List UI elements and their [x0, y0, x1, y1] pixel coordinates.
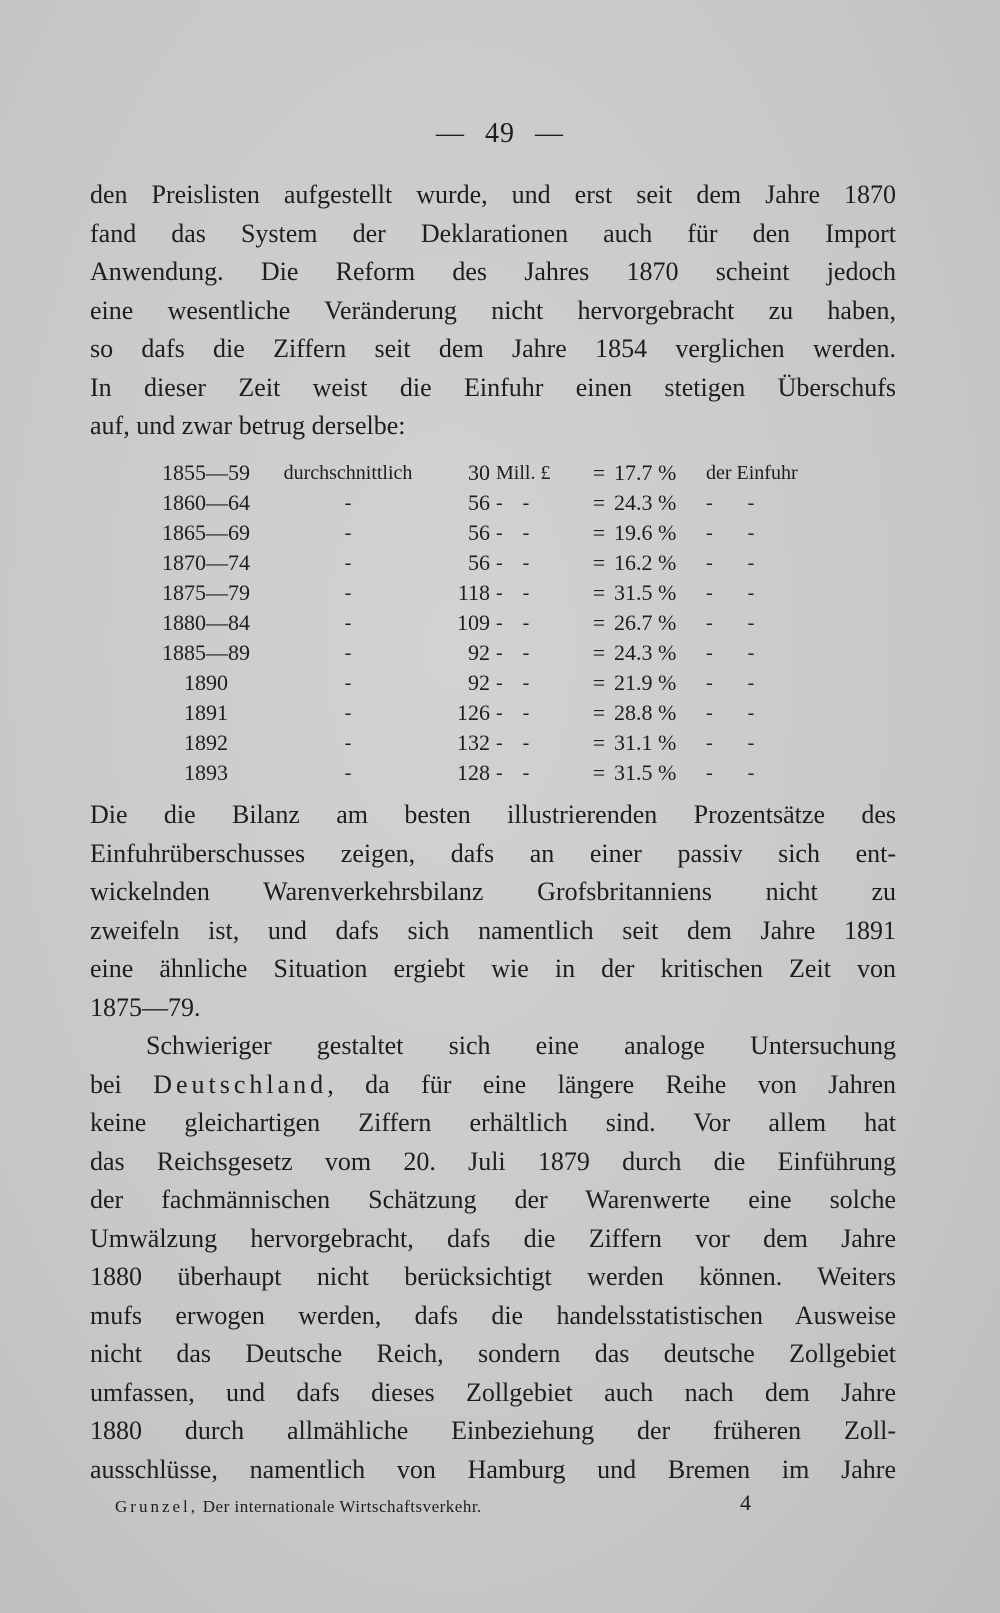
- cell-label: -: [344, 552, 352, 574]
- header-dash-left: —: [436, 118, 465, 149]
- cell-amount: 118: [457, 580, 490, 605]
- cell-label: -: [344, 672, 352, 694]
- text-line: In dieser Zeit weist die Einfuhr einen stetigen Überschufs: [90, 372, 896, 402]
- text-line: wickelnden Warenverkehrsbilanz Grofsbritanniens nicht zu: [90, 877, 896, 906]
- table-row: [162, 488, 836, 518]
- cell-label: -: [344, 762, 352, 784]
- cell-period: 1890: [184, 670, 228, 695]
- cell-pct: 31.1 %: [614, 730, 677, 755]
- cell-period: 1860—64: [162, 490, 250, 515]
- table-row: [162, 758, 836, 788]
- cell-eq: =: [592, 760, 606, 785]
- cell-amount: 30: [468, 460, 490, 485]
- cell-label: -: [344, 492, 352, 514]
- text-line: zweifeln ist, und dafs sich namentlich seit dem Jahre 1891: [90, 915, 896, 945]
- footer-title: Der internationale Wirtschaftsverkehr.: [202, 1497, 482, 1516]
- text-line: auf, und zwar betrug derselbe:: [90, 411, 406, 440]
- text-line: [90, 1066, 896, 1105]
- cell-pct: 24.3 %: [614, 490, 677, 515]
- text-line: Anwendung. Die Reform des Jahres 1870 scheint jedoch: [90, 257, 896, 286]
- cell-eq: =: [592, 580, 606, 605]
- cell-period: 1870—74: [162, 550, 250, 575]
- cell-unit: - -: [496, 582, 530, 604]
- cell-pct: 28.8 %: [614, 700, 677, 725]
- cell-period: 1880—84: [162, 610, 250, 635]
- emphasized-word: Deutschland: [153, 1069, 328, 1099]
- text-line: fand das System der Deklarationen auch für den Import: [90, 218, 896, 248]
- cell-label: -: [344, 522, 352, 544]
- header-dash-right: —: [535, 118, 564, 149]
- cell-amount: 92: [468, 670, 490, 695]
- cell-pct: 26.7 %: [614, 610, 677, 635]
- cell-unit: - -: [496, 552, 530, 574]
- cell-amount: 126: [457, 700, 490, 725]
- cell-eq: =: [592, 490, 606, 515]
- table-row: [162, 458, 836, 488]
- cell-unit: - -: [496, 762, 530, 784]
- text-line: so dafs die Ziffern seit dem Jahre 1854 verglichen werden.: [90, 334, 896, 363]
- text-line: 1880 durch allmähliche Einbeziehung der früheren Zoll-: [90, 1416, 896, 1445]
- text-fragment: , da für eine längere Reihe von Jahren: [327, 1069, 896, 1099]
- cell-unit: - -: [496, 492, 530, 514]
- cell-pct: 21.9 %: [614, 670, 677, 695]
- cell-tail: - -: [706, 582, 755, 604]
- cell-unit: - -: [496, 672, 530, 694]
- cell-tail: - -: [706, 762, 755, 784]
- sheet-signature: 4: [740, 1490, 751, 1515]
- text-line: Umwälzung hervorgebracht, dafs die Ziffern vor dem Jahre: [90, 1223, 896, 1253]
- table-row: [162, 728, 836, 758]
- cell-eq: =: [592, 670, 606, 695]
- text-line: ausschlüsse, namentlich von Hamburg und Bremen im Jahre: [90, 1454, 896, 1484]
- cell-eq: =: [592, 550, 606, 575]
- cell-label: -: [344, 582, 352, 604]
- cell-eq: =: [592, 460, 606, 485]
- text-line: 1875—79.: [90, 992, 201, 1022]
- text-line: 1880 überhaupt nicht berücksichtigt werden können. Weiters: [90, 1262, 896, 1291]
- cell-pct: 19.6 %: [614, 520, 677, 545]
- page-number: 49: [485, 118, 515, 149]
- text-line: der fachmännischen Schätzung der Warenwerte eine solche: [90, 1185, 896, 1214]
- cell-period: 1875—79: [162, 580, 250, 605]
- cell-tail: - -: [706, 672, 755, 694]
- cell-unit: - -: [496, 642, 530, 664]
- cell-label: -: [344, 642, 352, 664]
- footer-author: Grunzel,: [115, 1497, 199, 1516]
- cell-period: 1865—69: [162, 520, 250, 545]
- cell-amount: 92: [468, 640, 490, 665]
- cell-tail: - -: [706, 522, 755, 544]
- import-surplus-table: [162, 458, 836, 788]
- table-row: [162, 548, 836, 578]
- cell-eq: =: [592, 730, 606, 755]
- text-line: Die die Bilanz am besten illustrierenden Prozentsätze des: [90, 800, 896, 829]
- paragraph-intro: [90, 176, 896, 446]
- table-row: [162, 638, 836, 668]
- cell-amount: 109: [457, 610, 490, 635]
- cell-amount: 132: [457, 730, 490, 755]
- cell-period: 1893: [184, 760, 228, 785]
- page-footer: [115, 1497, 755, 1517]
- cell-pct: 17.7 %: [614, 460, 677, 485]
- cell-pct: 31.5 %: [614, 580, 677, 605]
- cell-tail: - -: [706, 732, 755, 754]
- text-line: Einfuhrüberschusses zeigen, dafs an einer passiv sich ent-: [90, 838, 896, 868]
- text-line: eine wesentliche Veränderung nicht hervorgebracht zu haben,: [90, 295, 896, 325]
- cell-period: 1885—89: [162, 640, 250, 665]
- cell-unit: - -: [496, 612, 530, 634]
- cell-eq: =: [592, 610, 606, 635]
- cell-label: -: [344, 702, 352, 724]
- cell-tail: - -: [706, 552, 755, 574]
- cell-label: -: [344, 612, 352, 634]
- cell-eq: =: [592, 520, 606, 545]
- table-row: [162, 578, 836, 608]
- text-line: nicht das Deutsche Reich, sondern das deutsche Zollgebiet: [90, 1339, 896, 1368]
- cell-amount: 56: [468, 550, 490, 575]
- table-row: [162, 518, 836, 548]
- cell-tail: - -: [706, 702, 755, 724]
- text-line: das Reichsgesetz vom 20. Juli 1879 durch die Einführung: [90, 1146, 896, 1176]
- text-line: mufs erwogen werden, dafs die handelsstatistischen Ausweise: [90, 1300, 896, 1330]
- text-line: eine ähnliche Situation ergiebt wie in der kritischen Zeit von: [90, 954, 896, 983]
- cell-pct: 31.5 %: [614, 760, 677, 785]
- text-line: umfassen, und dafs dieses Zollgebiet auch nach dem Jahre: [90, 1377, 896, 1407]
- cell-unit: - -: [496, 732, 530, 754]
- cell-period: 1891: [184, 700, 228, 725]
- cell-amount: 56: [468, 490, 490, 515]
- table-row: [162, 608, 836, 638]
- text-line: Schwieriger gestaltet sich eine analoge Untersuchung: [146, 1031, 896, 1060]
- cell-tail: - -: [706, 612, 755, 634]
- paragraph-body: [90, 796, 896, 1489]
- cell-unit: - -: [496, 702, 530, 724]
- cell-pct: 16.2 %: [614, 550, 677, 575]
- cell-period: 1855—59: [162, 460, 250, 485]
- cell-label: durchschnittlich: [283, 462, 413, 484]
- text-line: keine gleichartigen Ziffern erhältlich sind. Vor allem hat: [90, 1108, 896, 1137]
- cell-unit: - -: [496, 522, 530, 544]
- cell-period: 1892: [184, 730, 228, 755]
- cell-pct: 24.3 %: [614, 640, 677, 665]
- cell-amount: 128: [457, 760, 490, 785]
- cell-tail: der Einfuhr: [706, 462, 798, 484]
- cell-tail: - -: [706, 642, 755, 664]
- text-fragment: bei: [90, 1069, 154, 1099]
- cell-tail: - -: [706, 492, 755, 514]
- table-row: [162, 668, 836, 698]
- cell-eq: =: [592, 640, 606, 665]
- cell-amount: 56: [468, 520, 490, 545]
- page-header: [0, 118, 1000, 150]
- cell-unit: Mill. £: [496, 462, 551, 484]
- text-line: den Preislisten aufgestellt wurde, und erst seit dem Jahre 1870: [90, 180, 896, 209]
- table-row: [162, 698, 836, 728]
- cell-label: -: [344, 732, 352, 754]
- cell-eq: =: [592, 700, 606, 725]
